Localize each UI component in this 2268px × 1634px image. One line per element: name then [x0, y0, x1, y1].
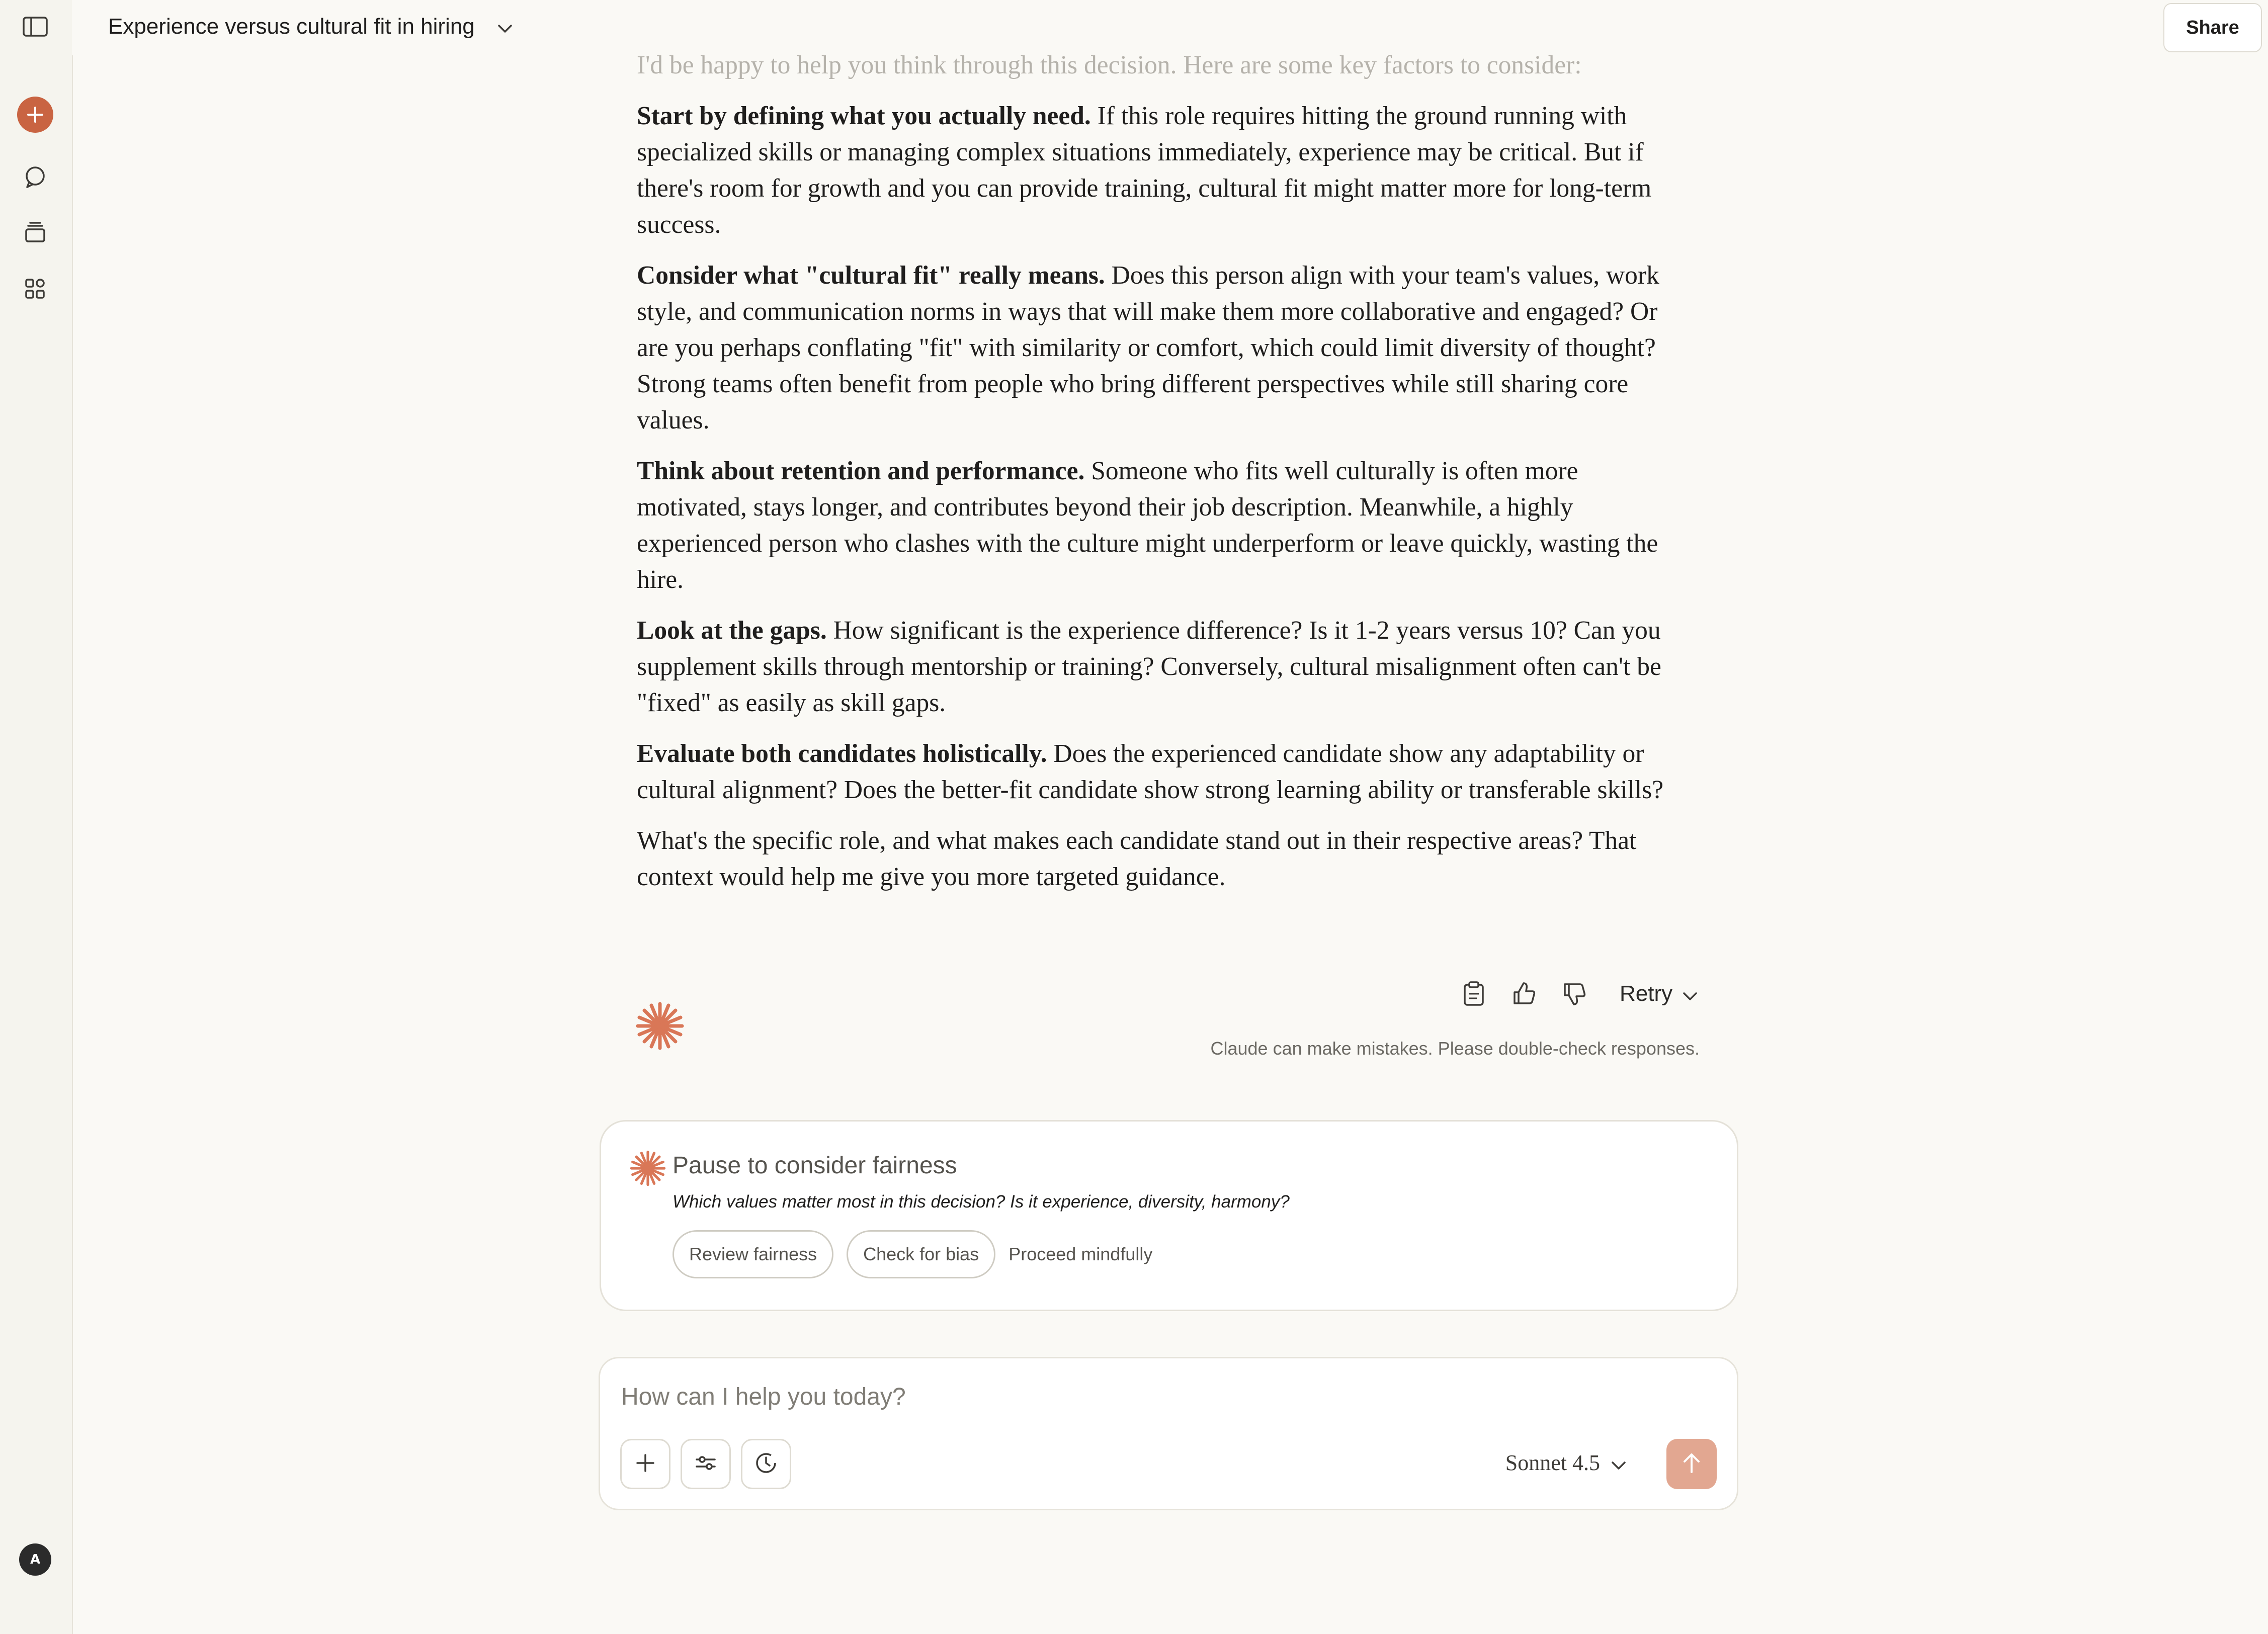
avatar[interactable]: [19, 1543, 51, 1576]
claude-spark-icon: [635, 1001, 685, 1053]
message-paragraph: [637, 98, 1668, 243]
review-fairness-button[interactable]: Review fairness: [673, 1230, 833, 1278]
paragraph-text: Does this person align with your team's values, work style, and communication norms in ways that will make them more collaborative and engaged? Or are you perhaps conflating "fit" with similarity or comfort, which could limit diversity of thought? Strong teams often benefit from people who bring different perspectives while still sharing core values.: [637, 261, 1659, 435]
message-paragraph: [637, 453, 1668, 598]
chevron-down-icon: [1611, 1450, 1626, 1476]
message-paragraph: [637, 736, 1668, 808]
sidebar-toggle-icon[interactable]: [17, 9, 53, 45]
projects-icon[interactable]: [17, 214, 53, 250]
chevron-down-icon: [1683, 981, 1698, 1006]
message-actions: [1459, 976, 1698, 1012]
fairness-subtitle: Which values matter most in this decision? Is it experience, diversity, harmony?: [673, 1192, 1290, 1212]
paragraph-text: How significant is the experience difference? Is it 1-2 years versus 10? Can you supplement skills through mentorship or training? Conversely, cultural misalignment often can't be "fixed" as easily as skill gaps.: [637, 616, 1661, 717]
add-content-button[interactable]: [620, 1439, 670, 1489]
composer: [599, 1357, 1738, 1510]
fairness-title: Pause to consider fairness: [673, 1152, 957, 1179]
fairness-options: [673, 1230, 1152, 1278]
page-title: Experience versus cultural fit in hiring: [108, 14, 475, 39]
paragraph-heading: Think about retention and performance.: [637, 457, 1085, 485]
conversation-title-menu[interactable]: [108, 14, 513, 39]
proceed-mindfully-button[interactable]: Proceed mindfully: [1009, 1230, 1152, 1278]
fairness-prompt-card: [600, 1120, 1738, 1311]
retry-button[interactable]: [1620, 981, 1698, 1006]
artifacts-icon[interactable]: [17, 271, 53, 307]
paragraph-text: If this role requires hitting the ground running with specialized skills or managing complex situations immediately, experience may be critical. But if there's room for growth and you can provide training, cultural fit might matter more for long-term success.: [637, 102, 1652, 239]
message-intro: I'd be happy to help you think through this decision. Here are some key factors to consider:: [637, 51, 1582, 79]
message-closing: What's the specific role, and what makes each candidate stand out in their respective areas? That context would help me give you more targeted guidance.: [637, 826, 1637, 891]
paragraph-text: Someone who fits well culturally is often more motivated, stays longer, and contributes beyond their job description. Meanwhile, a highly experienced person who clashes with the culture might underperform or leave quickly, wasting the hire.: [637, 457, 1658, 594]
disclaimer: Claude can make mistakes. Please double-check responses.: [1210, 1038, 1700, 1059]
new-chat-button[interactable]: [17, 97, 53, 133]
paragraph-heading: Look at the gaps.: [637, 616, 827, 645]
plus-icon: [17, 97, 53, 133]
sidebar-rail: [0, 0, 73, 1634]
clock-icon: [754, 1451, 778, 1477]
chats-icon[interactable]: [17, 159, 53, 195]
model-selector[interactable]: [1505, 1450, 1626, 1476]
model-name: Sonnet 4.5: [1505, 1450, 1600, 1475]
claude-spark-icon: [629, 1150, 666, 1189]
tools-button[interactable]: [681, 1439, 731, 1489]
assistant-message: [637, 50, 1668, 910]
message-paragraph: [637, 257, 1668, 439]
send-button[interactable]: [1666, 1439, 1717, 1489]
chevron-down-icon: [497, 14, 513, 39]
check-for-bias-button[interactable]: Check for bias: [847, 1230, 995, 1278]
avatar-initial: A: [30, 1552, 41, 1567]
sliders-icon: [695, 1453, 717, 1475]
thumbs-down-icon[interactable]: [1559, 979, 1589, 1009]
extended-thinking-button[interactable]: [741, 1439, 791, 1489]
paragraph-heading: Start by defining what you actually need.: [637, 102, 1091, 130]
message-input[interactable]: [620, 1383, 1528, 1411]
paragraph-heading: Consider what "cultural fit" really means.: [637, 261, 1105, 290]
thumbs-up-icon[interactable]: [1509, 979, 1539, 1009]
plus-icon: [635, 1453, 655, 1475]
retry-label: Retry: [1620, 981, 1673, 1006]
copy-icon[interactable]: [1459, 979, 1489, 1009]
share-button[interactable]: Share: [2163, 3, 2262, 52]
message-paragraph: [637, 613, 1668, 721]
paragraph-heading: Evaluate both candidates holistically.: [637, 739, 1047, 768]
arrow-up-icon: [1682, 1452, 1702, 1476]
paragraph-text: Does the experienced candidate show any adaptability or cultural alignment? Does the better-fit candidate show strong learning ability or transferable skills?: [637, 739, 1664, 804]
